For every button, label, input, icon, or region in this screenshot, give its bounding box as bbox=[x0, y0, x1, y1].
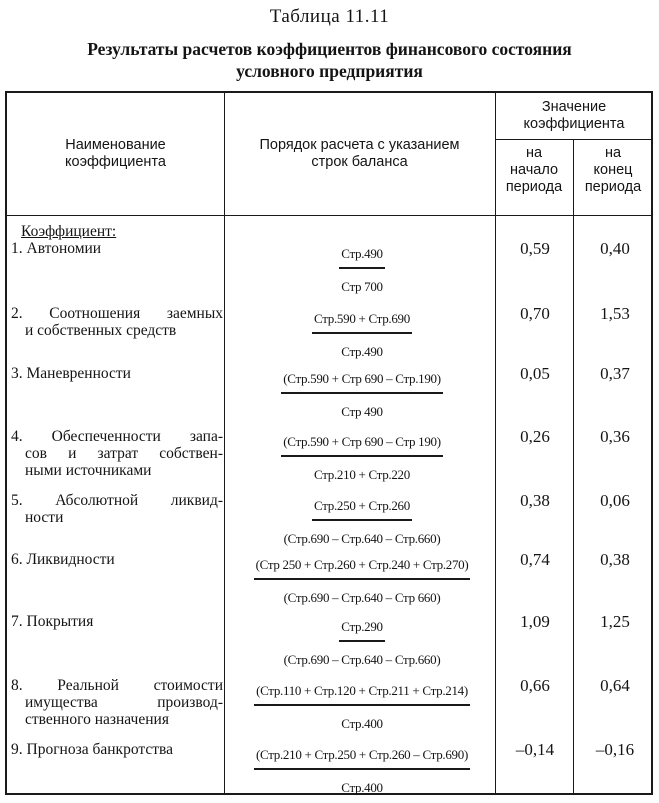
header-end-period bbox=[573, 145, 653, 196]
coefficient-name-line: 1. Автономии bbox=[11, 240, 102, 257]
header-start-line: периода bbox=[505, 179, 563, 195]
coefficient-name bbox=[11, 741, 223, 758]
value-end-period: 1,25 bbox=[600, 612, 630, 631]
formula-numerator: Стр.250 + Стр.260 bbox=[312, 498, 412, 521]
coefficient-name bbox=[11, 428, 223, 479]
value-start-period: 0,38 bbox=[520, 491, 550, 510]
calculation-formula bbox=[229, 371, 495, 420]
calculation-formula bbox=[229, 683, 495, 732]
coefficient-name-line: 9. Прогноза банкротства bbox=[11, 741, 173, 758]
coefficient-name-line: ственного назначения bbox=[25, 711, 169, 728]
coefficient-name-line: имущества производ- bbox=[25, 694, 223, 711]
header-start-line: начало bbox=[509, 162, 559, 178]
formula-denominator: (Стр.690 – Стр.640 – Стр.660) bbox=[283, 531, 441, 546]
header-end-line: на bbox=[604, 145, 622, 161]
header-formula bbox=[224, 137, 495, 171]
calculation-formula bbox=[229, 434, 495, 483]
coefficient-name-line: 5. Абсолютной ликвид- bbox=[11, 492, 223, 509]
formula-numerator: (Стр.590 + Стр 690 – Стр 190) bbox=[281, 434, 443, 457]
coefficient-name-line: 8. Реальной стоимости bbox=[11, 677, 223, 694]
header-name bbox=[7, 137, 224, 171]
formula-denominator: Стр 700 bbox=[341, 279, 383, 294]
calculation-formula bbox=[229, 311, 495, 360]
header-value-line: коэффициента bbox=[523, 116, 625, 132]
formula-numerator: (Стр 250 + Стр.260 + Стр.240 + Стр.270) bbox=[254, 557, 471, 580]
formula-denominator: Стр.490 bbox=[341, 344, 383, 359]
table-number: Таблица 11.11 bbox=[269, 6, 390, 27]
formula-denominator: Стр.400 bbox=[341, 716, 383, 731]
formula-numerator: Стр.590 + Стр.690 bbox=[312, 311, 412, 334]
value-end-period: 0,38 bbox=[600, 550, 630, 569]
coefficient-name bbox=[11, 365, 223, 382]
header-start-period bbox=[495, 145, 573, 196]
coefficient-name-line: 2. Соотношения заемных bbox=[11, 305, 223, 322]
value-start-period: 0,59 bbox=[520, 239, 550, 258]
title-line-2: условного предприятия bbox=[236, 61, 423, 81]
coefficient-name-line: 6. Ликвидности bbox=[11, 551, 115, 568]
formula-numerator: (Стр.210 + Стр.250 + Стр.260 – Стр.690) bbox=[254, 747, 470, 770]
coefficient-name-line: и собственных средств bbox=[25, 322, 177, 339]
coefficient-name-line: сов и затрат собствен- bbox=[25, 445, 223, 462]
value-end-period: 0,36 bbox=[600, 427, 630, 446]
title-line-1: Результаты расчетов коэффициентов финансового состояния bbox=[87, 39, 572, 59]
value-start-period: 0,66 bbox=[520, 676, 550, 695]
header-end-line: конец bbox=[593, 162, 633, 178]
calculation-formula bbox=[229, 747, 495, 796]
coefficient-name bbox=[11, 677, 223, 728]
coefficient-name bbox=[11, 551, 223, 568]
coefficient-name bbox=[11, 305, 223, 339]
coefficient-name-line: ности bbox=[25, 509, 64, 526]
header-value-line: Значение bbox=[541, 99, 607, 115]
coefficient-name-line: 3. Маневренности bbox=[11, 365, 131, 382]
calculation-formula bbox=[229, 557, 495, 606]
value-start-period: 0,26 bbox=[520, 427, 550, 446]
formula-denominator: Стр.400 bbox=[341, 780, 383, 795]
value-end-period: 1,53 bbox=[600, 304, 630, 323]
value-end-period: –0,16 bbox=[595, 740, 635, 759]
coefficients-table bbox=[5, 91, 653, 795]
coefficient-name-line: 4. Обеспеченности запа- bbox=[11, 428, 223, 445]
calculation-formula bbox=[229, 498, 495, 547]
header-bottom-border bbox=[7, 215, 651, 216]
header-formula-line: строк баланса bbox=[311, 154, 408, 170]
formula-numerator: (Стр.590 + Стр 690 – Стр.190) bbox=[281, 371, 443, 394]
header-formula-line: Порядок расчета с указанием bbox=[259, 137, 460, 153]
coefficient-name bbox=[11, 240, 223, 257]
section-label: Коэффициент: bbox=[21, 223, 117, 240]
column-divider bbox=[224, 93, 225, 793]
formula-numerator: Стр.490 bbox=[339, 246, 385, 269]
calculation-formula bbox=[229, 246, 495, 295]
value-start-period: –0,14 bbox=[515, 740, 555, 759]
table-title bbox=[0, 38, 659, 82]
value-start-period: 0,05 bbox=[520, 364, 550, 383]
value-end-period: 0,37 bbox=[600, 364, 630, 383]
value-end-period: 0,40 bbox=[600, 239, 630, 258]
coefficient-name bbox=[11, 613, 223, 630]
value-end-period: 0,06 bbox=[600, 491, 630, 510]
coefficient-name-line: ными источниками bbox=[25, 462, 152, 479]
formula-denominator: (Стр.690 – Стр.640 – Стр.660) bbox=[283, 652, 441, 667]
formula-numerator: Стр.290 bbox=[339, 619, 385, 642]
header-name-line: Наименование bbox=[65, 137, 166, 153]
formula-numerator: (Стр.110 + Стр.120 + Стр.211 + Стр.214) bbox=[254, 683, 470, 706]
coefficient-name bbox=[11, 492, 223, 526]
formula-denominator: Стр 490 bbox=[341, 404, 383, 419]
header-value-group bbox=[495, 99, 653, 133]
header-name-line: коэффициента bbox=[65, 154, 166, 170]
formula-denominator: (Стр.690 – Стр.640 – Стр 660) bbox=[283, 590, 441, 605]
value-end-period: 0,64 bbox=[600, 676, 630, 695]
coefficient-name-line: 7. Покрытия bbox=[11, 613, 94, 630]
header-divider bbox=[495, 139, 651, 140]
value-start-period: 0,70 bbox=[520, 304, 550, 323]
calculation-formula bbox=[229, 619, 495, 668]
value-start-period: 0,74 bbox=[520, 550, 550, 569]
formula-denominator: Стр.210 + Стр.220 bbox=[314, 467, 410, 482]
header-start-line: на bbox=[525, 145, 543, 161]
header-end-line: периода bbox=[584, 179, 642, 195]
value-start-period: 1,09 bbox=[520, 612, 550, 631]
